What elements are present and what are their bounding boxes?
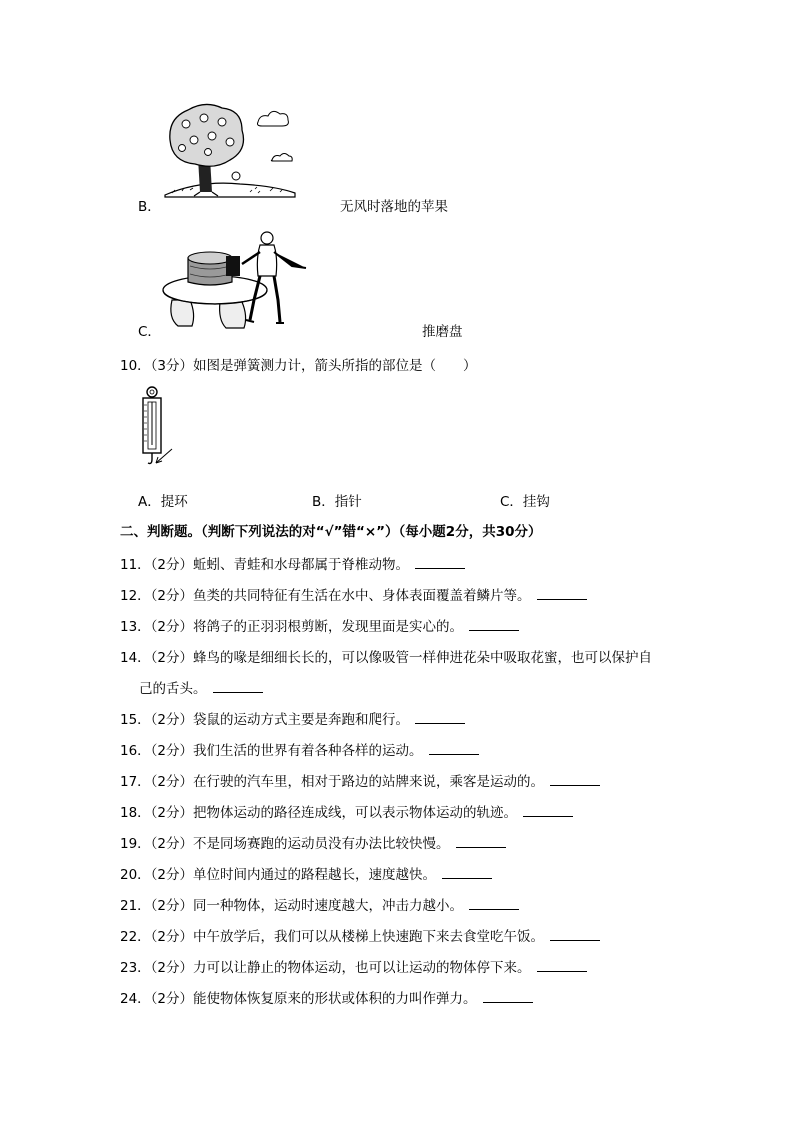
answer-blank[interactable] bbox=[537, 970, 587, 972]
answer-blank[interactable] bbox=[537, 598, 587, 600]
question-19: 19．（2分）不是同场赛跑的运动员没有办法比较快慢。 bbox=[120, 832, 506, 852]
answer-blank[interactable] bbox=[469, 908, 519, 910]
answer-blank[interactable] bbox=[429, 753, 479, 755]
answer-blank[interactable] bbox=[469, 629, 519, 631]
apple-tree-illustration bbox=[160, 100, 300, 200]
question-23: 23．（2分）力可以让静止的物体运动，也可以让运动的物体停下来。 bbox=[120, 956, 587, 976]
q9-option-c-caption: 推磨盘 bbox=[422, 324, 463, 340]
answer-blank[interactable] bbox=[483, 1001, 533, 1003]
q9-option-b-label: B． bbox=[138, 199, 161, 215]
millstone-illustration bbox=[160, 228, 315, 333]
answer-blank[interactable] bbox=[415, 567, 465, 569]
question-20: 20．（2分）单位时间内通过的路程越长，速度越快。 bbox=[120, 863, 492, 883]
question-22: 22．（2分）中午放学后，我们可以从楼梯上快速跑下来去食堂吃午饭。 bbox=[120, 925, 600, 945]
question-17: 17．（2分）在行驶的汽车里，相对于路边的站牌来说，乘客是运动的。 bbox=[120, 770, 600, 790]
q9-option-b-caption: 无风时落地的苹果 bbox=[340, 199, 448, 215]
answer-blank[interactable] bbox=[550, 939, 600, 941]
question-14-continuation: 己的舌头。 bbox=[139, 677, 263, 697]
question-14: 14．（2分）蜂鸟的喙是细细长长的，可以像吸管一样伸进花朵中吸取花蜜，也可以保护自 bbox=[120, 650, 653, 666]
question-24: 24．（2分）能使物体恢复原来的形状或体积的力叫作弹力。 bbox=[120, 987, 533, 1007]
q10-option-b: B．指针 bbox=[312, 494, 362, 510]
question-11: 11．（2分）蚯蚓、青蛙和水母都属于脊椎动物。 bbox=[120, 553, 465, 573]
section-title: 二、判断题。（判断下列说法的对“√”错“×”）（每小题2分，共30分） bbox=[120, 524, 542, 540]
answer-blank[interactable] bbox=[415, 722, 465, 724]
answer-blank[interactable] bbox=[550, 784, 600, 786]
answer-blank[interactable] bbox=[442, 877, 492, 879]
answer-blank[interactable] bbox=[456, 846, 506, 848]
question-16: 16．（2分）我们生活的世界有着各种各样的运动。 bbox=[120, 739, 479, 759]
question-15: 15．（2分）袋鼠的运动方式主要是奔跑和爬行。 bbox=[120, 708, 465, 728]
q10-option-c: C．挂钩 bbox=[500, 494, 550, 510]
answer-blank[interactable] bbox=[523, 815, 573, 817]
question-13: 13．（2分）将鸽子的正羽羽根剪断，发现里面是实心的。 bbox=[120, 615, 519, 635]
q9-option-c-label: C． bbox=[138, 324, 161, 340]
q10-stem: 10．（3分）如图是弹簧测力计，箭头所指的部位是（ ） bbox=[120, 358, 477, 374]
question-18: 18．（2分）把物体运动的路径连成线，可以表示物体运动的轨迹。 bbox=[120, 801, 573, 821]
question-12: 12．（2分）鱼类的共同特征有生活在水中、身体表面覆盖着鳞片等。 bbox=[120, 584, 587, 604]
q10-option-a: A．提环 bbox=[138, 494, 188, 510]
spring-scale-illustration bbox=[138, 385, 178, 470]
question-21: 21．（2分）同一种物体，运动时速度越大，冲击力越小。 bbox=[120, 894, 519, 914]
answer-blank[interactable] bbox=[213, 691, 263, 693]
